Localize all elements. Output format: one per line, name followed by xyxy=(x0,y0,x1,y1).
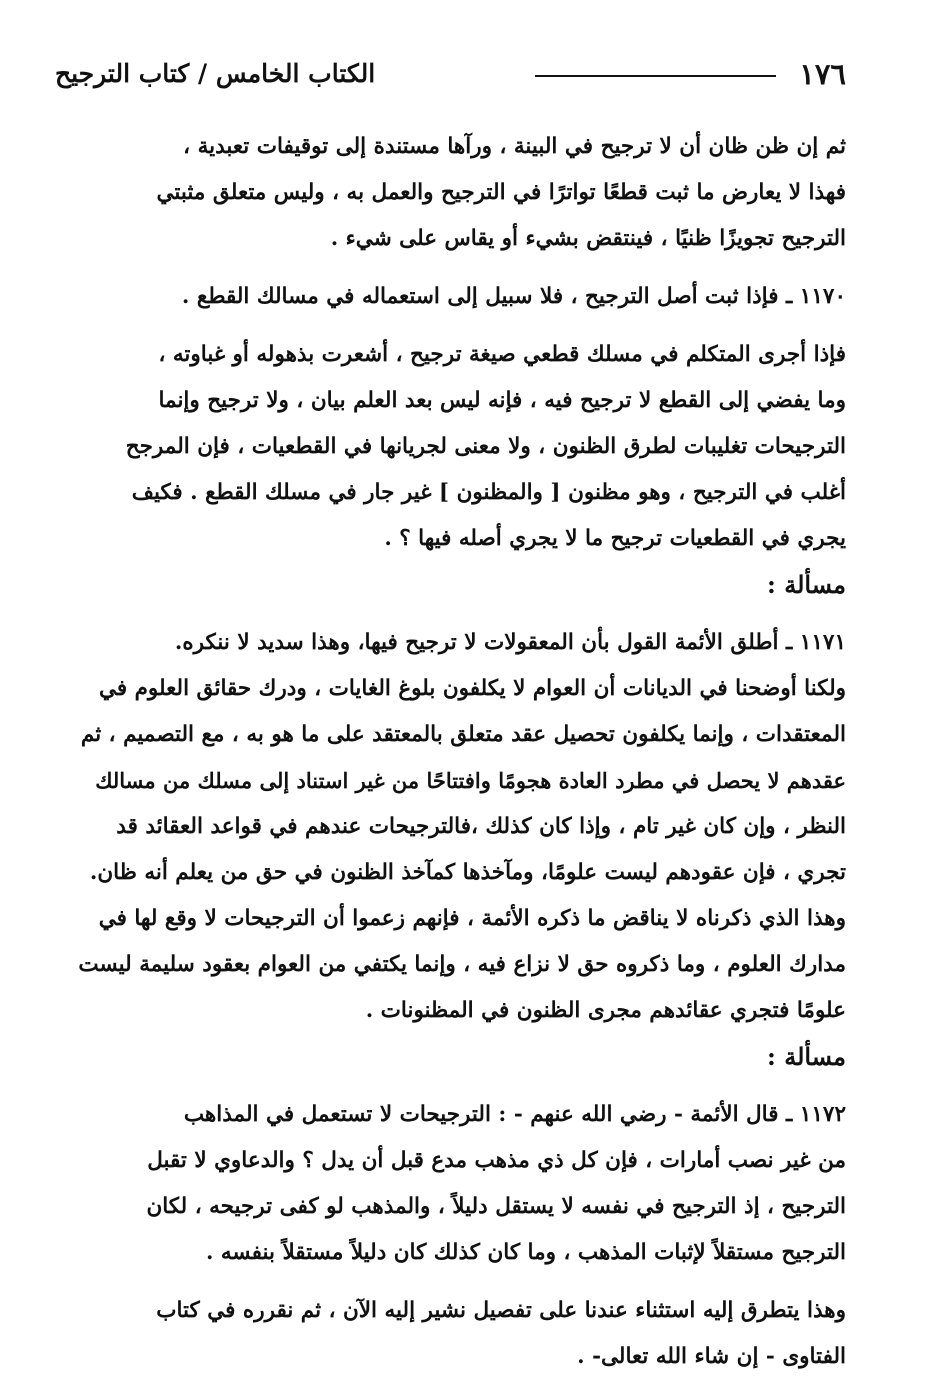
text-line: الترجيح مستقلاً لإثبات المذهب ، وما كان كذلك كان دليلاً مستقلاً بنفسه . xyxy=(205,1240,846,1265)
text-line: الفتاوى - إن شاء الله تعالى- . xyxy=(577,1344,846,1369)
section-number: ١١٧٢ ـ xyxy=(786,1102,846,1127)
paragraph-intro xyxy=(78,124,846,262)
text-line: قال الأئمة - رضي الله عنهم - : الترجيحات لا تستعمل في المذاهب xyxy=(183,1102,779,1127)
text-line: وما يفضي إلى القطع لا ترجيح فيه ، فإنه ليس بعد العلم بيان ، ولا ترجيح وإنما xyxy=(158,388,846,413)
text-line: تجري ، فإن عقودهم ليست علومًا، ومآخذها كمآخذ الظنون في حق من يعلم أنه ظان. xyxy=(89,860,846,885)
masala-heading: مسألة : xyxy=(767,1042,846,1071)
running-title: الكتاب الخامس / كتاب الترجيح xyxy=(55,59,376,88)
text-line: فإذا ثبت أصل الترجيح ، فلا سبيل إلى استعماله في مسالك القطع . xyxy=(181,284,779,309)
text-line: فإذا أجرى المتكلم في مسلك قطعي صيغة ترجيح ، أشعرت بذهوله أو غباوته ، xyxy=(158,342,846,367)
text-line: أطلق الأئمة القول بأن المعقولات لا ترجيح فيها، وهذا سديد لا ننكره. xyxy=(174,630,779,655)
text-line: الترجيح تجويزًا ظنيًا ، فينتقض بشيء أو يقاس على شيء . xyxy=(330,226,846,251)
section-number: ١١٧١ ـ xyxy=(786,630,846,655)
text-line: ولكنا أوضحنا في الديانات أن العوام لا يكلفون بلوغ الغايات ، ودرك حقائق العلوم في xyxy=(98,676,846,701)
text-line: علومًا فتجري عقائدهم مجرى الظنون في المظنونات . xyxy=(365,998,846,1023)
text-line: يجري في القطعيات ترجيح ما لا يجري أصله فيها ؟ . xyxy=(384,526,846,551)
text-line: النظر ، وإن كان غير تام ، وإذا كان كذلك ،فالترجيحات عندهم في قواعد العقائد قد xyxy=(116,814,846,839)
masala-heading: مسألة : xyxy=(767,570,846,599)
section-1170 xyxy=(78,274,846,320)
text-line: الترجيح ، إذ الترجيح في نفسه لا يستقل دليلاً ، والمذهب لو كفى ترجيحه ، لكان xyxy=(146,1194,846,1219)
paragraph-qat xyxy=(78,332,846,562)
header-rule xyxy=(535,75,776,77)
text-line: عقدهم لا يحصل في مطرد العادة هجومًا وافتتاحًا من غير استناد إلى مسلك من مسالك xyxy=(95,768,846,793)
text-line: من غير نصب أمارات ، فإن كل ذي مذهب مدع قبل أن يدل ؟ والدعاوي لا تقبل xyxy=(147,1148,846,1173)
text-line: وهذا يتطرق إليه استثناء عندنا على تفصيل نشير إليه الآن ، ثم نقرره في كتاب xyxy=(156,1298,846,1323)
section-1172 xyxy=(78,1092,846,1276)
text-line: وهذا الذي ذكرناه لا يناقض ما ذكره الأئمة ، فإنهم زعموا أن الترجيحات لا وقع لها في xyxy=(98,906,846,931)
text-line: ثم إن ظن ظان أن لا ترجيح في البينة ، ورآها مستندة إلى توقيفات تعبدية ، xyxy=(183,134,846,159)
paragraph-closing xyxy=(78,1288,846,1380)
text-line: مدارك العلوم ، وما ذكروه حق لا نزاع فيه ، وإنما يكتفي من العوام بعقود سليمة ليست xyxy=(78,952,846,977)
page-number: ١٧٦ xyxy=(799,57,846,91)
text-line: الترجيحات تغليبات لطرق الظنون ، ولا معنى لجريانها في القطعيات ، فإن المرجح xyxy=(125,434,846,459)
page-body xyxy=(78,124,846,1380)
page-header xyxy=(55,52,846,96)
text-line: أغلب في الترجيح ، وهو مظنون [ والمظنون ] غير جار في مسلك القطع . فكيف xyxy=(131,480,846,505)
text-line: المعتقدات ، وإنما يكلفون تحصيل عقد متعلق بالمعتقد على ما هو به ، مع التصميم ، ثم xyxy=(80,722,846,747)
text-line: فهذا لا يعارض ما ثبت قطعًا تواترًا في الترجيح والعمل به ، وليس متعلق مثبتي xyxy=(156,180,846,205)
section-1171 xyxy=(78,620,846,1034)
section-number: ١١٧٠ ـ xyxy=(786,284,846,309)
